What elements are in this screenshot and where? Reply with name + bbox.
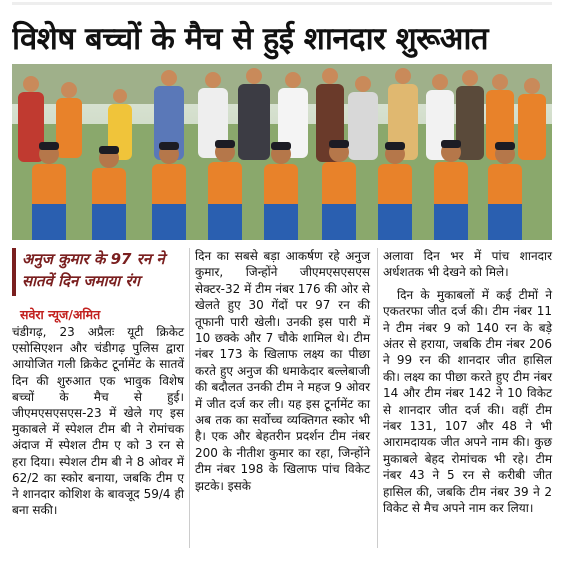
- column-3: [383, 248, 552, 517]
- column-divider: [189, 248, 190, 548]
- top-rule: [12, 2, 552, 5]
- column-divider: [377, 248, 378, 548]
- column-2-body: दिन का सबसे बड़ा आकर्षण रहे अनुज कुमार, जिन्होंने जीएमएसएसएस सेक्टर-32 में टीम नंबर 176 की ओर से खेलते हुए 30 गेंदों पर 97 रन की तूफानी पारी खेली। उनकी इस पारी में 10 छक्के और 7 चौके शामिल थे। टीम नंबर 173 के खिलाफ लक्ष्य का पीछा करते हुए अनुज की धमाकेदार बल्लेबाजी की बदौलत उनकी टीम ने महज 9 ओवर में जीत दर्ज कर ली। यह इस टूर्नामेंट का अब तक का सर्वोच्च व्यक्तिगत स्कोर भी है। एक और बेहतरीन प्रदर्शन टीम नंबर 200 के नीतीश कुमार का रहा, जिन्होंने टीम नंबर 198 के खिलाफ पांच विकेट झटके। इसके: [195, 249, 370, 493]
- column-3-paragraph-1: अलावा दिन भर में पांच शानदार अर्धशतक भी देखने को मिले।: [383, 249, 552, 280]
- column-3-paragraph-2: दिन के मुकाबलों में कई टीमों ने एकतरफा जीत दर्ज की। टीम नंबर 11 ने टीम नंबर 9 को 140 रन के बड़े अंतर से हराया, जबकि टीम नंबर 206 ने 99 रन की शानदार जीत हासिल की। लक्ष्य का पीछा करते हुए टीम नंबर 14 और टीम नंबर 142 ने 10 विकेट से शानदार जीत दर्ज की। वहीं टीम नंबर 131, 107 और 48 ने भी आरामदायक जीत अपने नाम की। कुछ मुकाबले बेहद रोमांचक भी रहे। टीम नंबर 43 ने 5 रन से करीबी जीत हासिल की, जबकि टीम नंबर 39 ने 2 विकेट से मैच अपने नाम कर लिया।: [383, 287, 552, 516]
- team-photo: [12, 64, 552, 240]
- byline: सवेरा न्यूज/अमित: [20, 307, 101, 322]
- headline: विशेष बच्चों के मैच से हुई शानदार शुरूआत: [12, 21, 489, 57]
- subhead: अनुज कुमार के 97 रन ने सातवें दिन जमाया रंग: [12, 248, 184, 296]
- team-group-photo-icon: [12, 64, 552, 240]
- column-1-body: चंडीगढ़, 23 अप्रैलः यूटी क्रिकेट एसोसिएशन और चंडीगढ़ पुलिस द्वारा आयोजित गली क्रिकेट टूर्नामेंट के सातवें दिन की शुरुआत एक भावुक विशेष बच्चों के मैच से हुई। जीएमएसएसएस-23 में खेले गए इस मुकाबले में स्पेशल टीम बी ने रोमांचक अंदाज में स्पेशल टीम ए को 3 रन से हरा दिया। स्पेशल टीम बी ने 8 ओवर में 62/2 का स्कोर बनाया, जबकि टीम ए ने शानदार कोशिश के बावजूद 59/4 ही बना सकी।: [12, 325, 184, 518]
